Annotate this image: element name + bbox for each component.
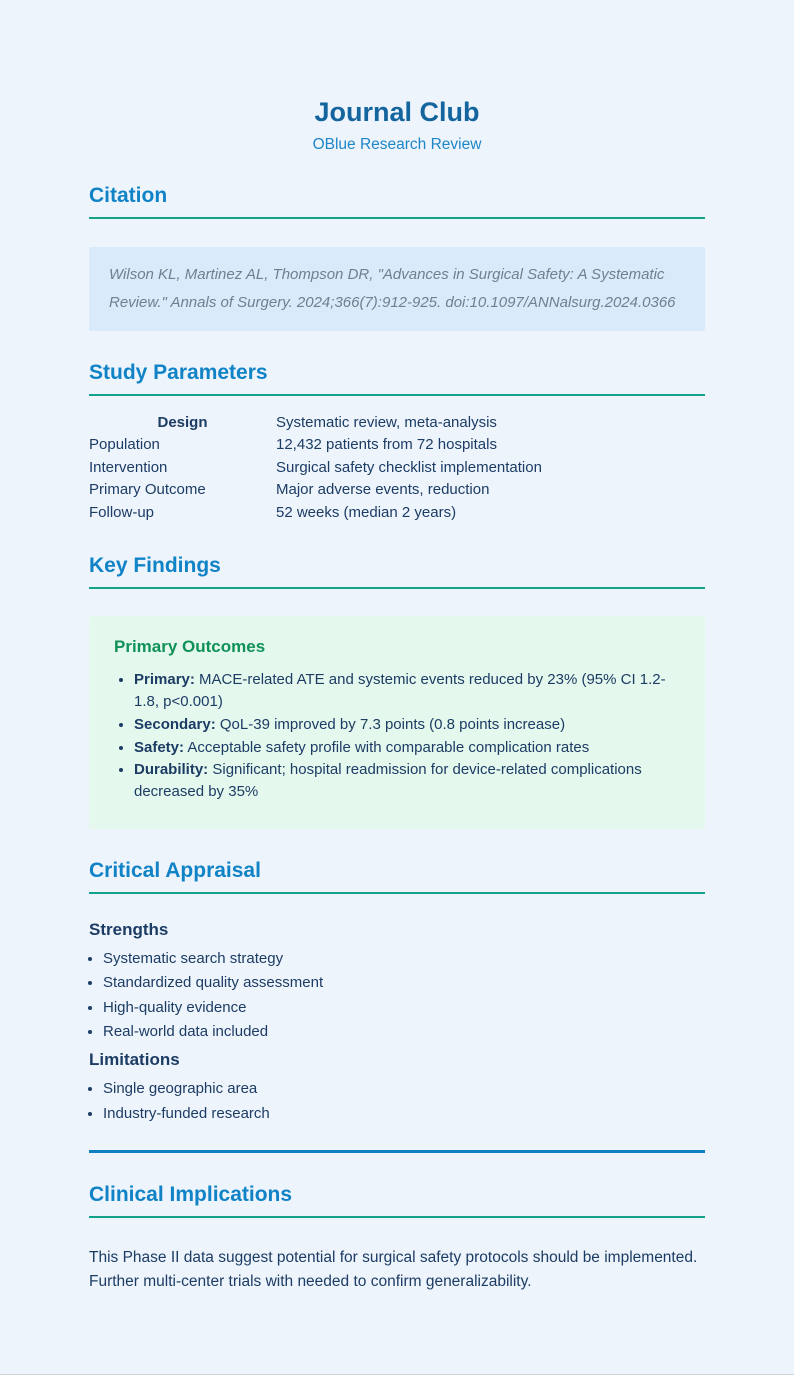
critical-appraisal-section [89, 859, 705, 1124]
page-subtitle: OBlue Research Review [312, 136, 482, 154]
clinical-implications-text: This Phase II data suggest potential for surgical safety protocols should be implemented. Further multi-center trials with needed to confirm generalizability. [89, 1249, 698, 1291]
param-value-intervention: Surgical safety checklist implementation [276, 458, 542, 476]
table-row [89, 457, 542, 480]
strengths-title: Strengths [89, 920, 169, 940]
param-value-design: Systematic review, meta-analysis [276, 413, 497, 431]
primary-outcomes-title: Primary Outcomes [114, 637, 266, 657]
limitations-list [89, 1078, 705, 1124]
citation-box [89, 247, 705, 331]
journal-club-page [89, 0, 705, 1374]
list-item [134, 737, 680, 759]
finding-label: Durability: [134, 761, 209, 779]
primary-outcomes-box [89, 616, 705, 829]
param-label-primary-outcome: Primary Outcome [89, 481, 206, 499]
finding-text: MACE-related ATE and systemic events reduced by 23% (95% CI 1.2-1.8, p<0.001) [134, 671, 666, 711]
strengths-list [89, 948, 705, 1042]
param-value-primary-outcome: Major adverse events, reduction [276, 481, 490, 499]
critical-appraisal-heading: Critical Appraisal [89, 859, 705, 894]
param-label-follow-up: Follow-up [89, 503, 155, 521]
finding-text: Acceptable safety profile with comparable complication rates [187, 738, 590, 756]
finding-label: Safety: [134, 738, 185, 756]
list-item [134, 714, 680, 736]
list-item: • Single geographic area [103, 1078, 705, 1099]
table-row [89, 479, 542, 502]
param-value-follow-up: 52 weeks (median 2 years) [276, 503, 457, 521]
clinical-implications-heading: Clinical Implications [89, 1183, 705, 1218]
param-value-population: 12,432 patients from 72 hospitals [276, 436, 497, 454]
list-item [134, 759, 680, 803]
list-item: • Systematic search strategy [103, 948, 705, 969]
finding-text: Significant; hospital readmission for device-related complications decreased by 35% [134, 761, 642, 801]
param-label-design: Design [157, 413, 208, 431]
finding-label: Primary: [134, 671, 195, 689]
list-item: • Industry-funded research [103, 1103, 705, 1124]
citation-text: Wilson KL, Martinez AL, Thompson DR, "Advances in Surgical Safety: A Systematic Review." Annals of Surgery. 2024;366(7):912-925. doi:10.1097/ANNalsurg.2024.0366 [109, 266, 676, 311]
list-item: • Standardized quality assessment [103, 972, 705, 993]
limitations-title: Limitations [89, 1050, 180, 1070]
param-label-intervention: Intervention [89, 458, 168, 476]
page-title: Journal Club [314, 97, 480, 127]
list-item [134, 669, 680, 713]
citation-heading: Citation [89, 184, 705, 219]
finding-label: Secondary: [134, 715, 216, 733]
table-row [89, 502, 542, 525]
study-parameters-table [89, 412, 542, 525]
list-item: • High-quality evidence [103, 997, 705, 1018]
table-row [89, 434, 542, 457]
key-findings-heading: Key Findings [89, 554, 705, 589]
finding-text: QoL-39 improved by 7.3 points (0.8 points increase) [219, 715, 566, 733]
section-divider [89, 1150, 705, 1153]
key-findings-list [114, 669, 680, 803]
table-row [89, 412, 542, 435]
list-item: • Real-world data included [103, 1021, 705, 1042]
param-label-population: Population [89, 436, 160, 454]
study-parameters-heading: Study Parameters [89, 361, 705, 396]
